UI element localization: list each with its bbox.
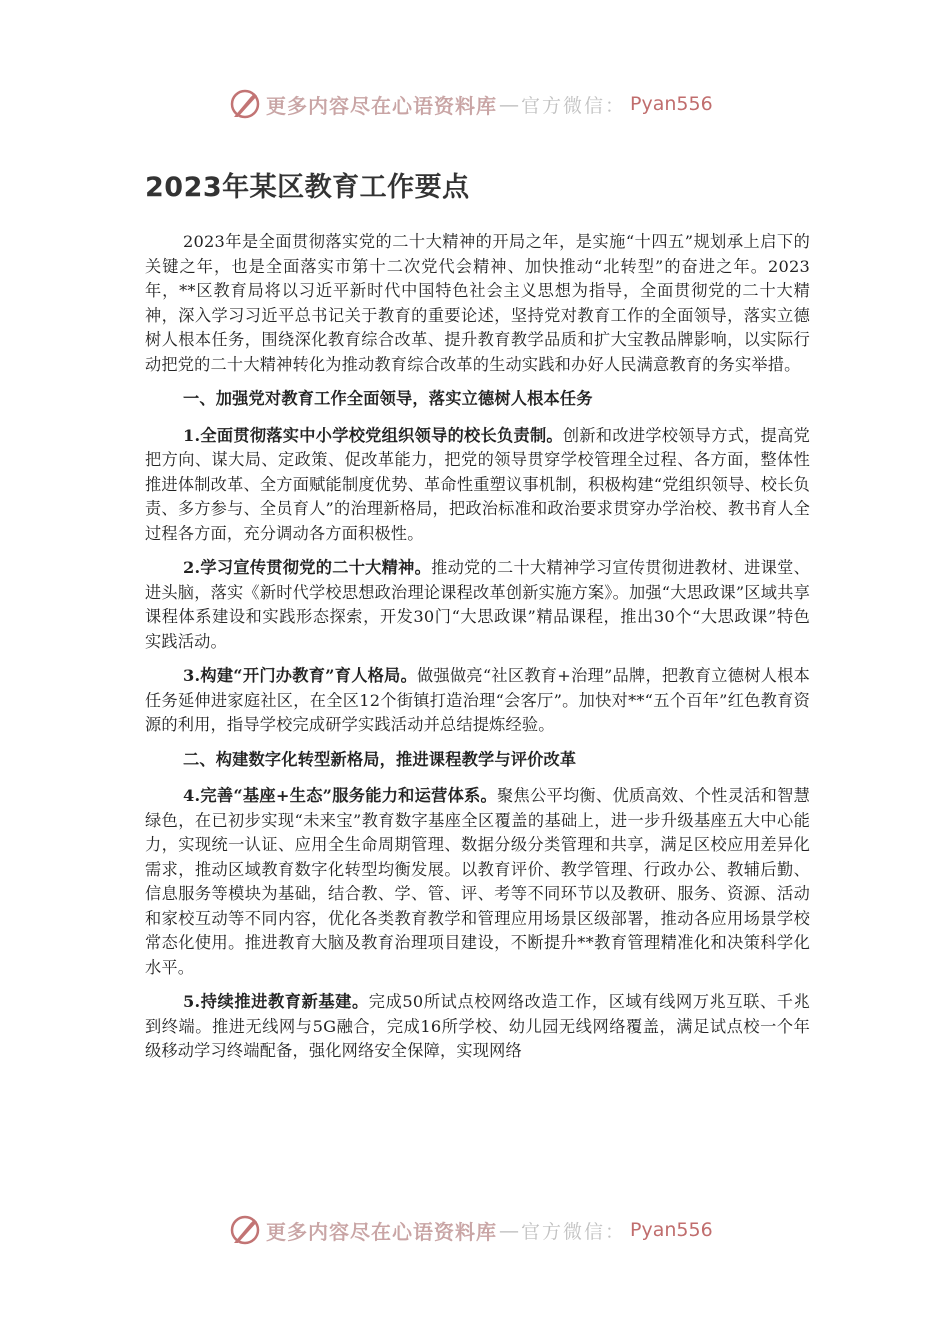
item-paragraph-4 [145, 784, 810, 980]
item-text-2: 推动党的二十大精神学习宣传贯彻进教材、进课堂、进头脑，落实《新时代学校思想政治理论课程改革创新实施方案》。加强“大思政课”区域共享课程体系建设和实践形态探索，开发30门“大思政课”精品课程，推出30个“大思政课”特色实践活动。 [145, 558, 810, 651]
banner-wechat-label: 官方微信： [521, 1220, 627, 1243]
banner-text: 更多内容尽在心语资料库 [266, 93, 497, 118]
item-text-1: 创新和改进学校领导方式，提高党把方向、谋大局、定政策、促改革能力，把党的领导贯穿学校管理全过程、各方面，整体性推进体制改革、全方面赋能制度优势、革命性重塑议事机制，积极构建“党组织领导、校长负责、多方参与、全员育人”的治理新格局，把政治标准和政治要求贯穿办学治校、教书育人全过程各方面，充分调动各方面积极性。 [145, 425, 811, 543]
banner-separator: — [499, 1218, 519, 1242]
footer-banner [228, 1210, 748, 1250]
item-lead-2: 2.学习宣传贯彻党的二十大精神。 [183, 558, 432, 577]
item-paragraph-5 [145, 990, 810, 1064]
header-banner [228, 84, 748, 124]
item-lead-4: 4.完善“基座+生态”服务能力和运营体系。 [183, 786, 498, 805]
banner-separator: — [499, 92, 519, 116]
banner-wechat-label: 官方微信： [521, 94, 627, 117]
item-text-5: 完成50所试点校网络改造工作，区域有线网万兆互联、千兆到终端。推进无线网与5G融合，完成16所学校、幼儿园无线网络覆盖，满足试点校一个年级移动学习终端配备，强化网络安全保障，实现网络 [145, 992, 810, 1060]
banner-text: 更多内容尽在心语资料库 [266, 1219, 497, 1244]
section-heading-2: 二、构建数字化转型新格局，推进课程教学与评价改革 [183, 749, 577, 769]
item-paragraph-1 [145, 424, 810, 547]
document-title: 2023年某区教育工作要点 [145, 172, 470, 203]
item-paragraph-2 [145, 556, 810, 654]
banner-wechat-id: Pyan556 [630, 93, 713, 115]
quill-logo-icon [228, 1213, 262, 1247]
quill-logo-icon [228, 87, 262, 121]
intro-paragraph: 2023年是全面贯彻落实党的二十大精神的开局之年，是实施“十四五”规划承上启下的关键之年，也是全面落实市第十二次党代会精神、加快推动“北转型”的奋进之年。2023年，**区教育局将以习近平新时代中国特色社会主义思想为指导，全面贯彻党的二十大精神，深入学习习近平总书记关于教育的重要论述，坚持党对教育工作的全面领导，落实立德树人根本任务，围绕深化教育综合改革、提升教育教学品质和扩大宝教品牌影响，以实际行动把党的二十大精神转化为推动教育综合改革的生动实践和办好人民满意教育的务实举措。 [145, 232, 810, 374]
banner-wechat-id: Pyan556 [630, 1219, 713, 1241]
item-lead-3: 3.构建“开门办教育”育人格局。 [183, 666, 418, 685]
item-text-3: 做强做亮“社区教育+治理”品牌，把教育立德树人根本任务延伸进家庭社区，在全区12个街镇打造治理“会客厅”。加快对**“五个百年”红色教育资源的利用，指导学校完成研学实践活动并总结提炼经验。 [145, 666, 810, 734]
item-lead-1: 1.全面贯彻落实中小学校党组织领导的校长负责制。 [183, 425, 563, 445]
item-paragraph-3 [145, 664, 810, 738]
document-body [145, 168, 810, 1074]
item-lead-5: 5.持续推进教育新基建。 [183, 992, 369, 1011]
section-heading-1: 一、加强党对教育工作全面领导，落实立德树人根本任务 [183, 389, 593, 408]
item-text-4: 聚焦公平均衡、优质高效、个性灵活和智慧绿色，在已初步实现“未来宝”教育数字基座全区覆盖的基础上，进一步升级基座五大中心能力，实现统一认证、应用全生命周期管理、数据分级分类管理和共享，满足区校应用差异化需求，推动区域教育数字化转型均衡发展。以教育评价、教学管理、行政办公、教辅后勤、信息服务等模块为基础，结合教、学、管、评、考等不同环节以及教研、服务、资源、活动和家校互动等不同内容，优化各类教育教学和管理应用场景区级部署，推动各应用场景学校常态化使用。推进教育大脑及教育治理项目建设，不断提升**教育管理精准化和决策科学化水平。 [145, 786, 810, 977]
